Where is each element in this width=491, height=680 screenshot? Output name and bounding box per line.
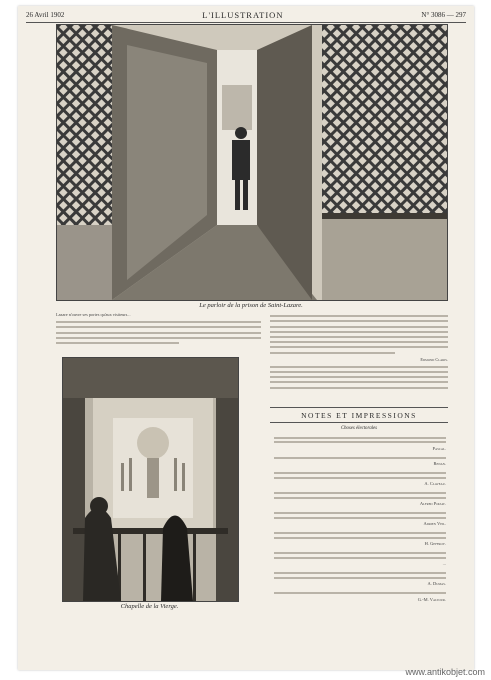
section-rule-top: [270, 407, 448, 408]
note-item: A. Dumas.: [274, 572, 446, 586]
section-title: NOTES ET IMPRESSIONS: [301, 411, 417, 420]
note-item: Renan.: [274, 457, 446, 467]
note-item: Pascal.: [274, 437, 446, 451]
article-right-column: [270, 312, 448, 404]
header-date: 26 Avril 1902: [26, 11, 65, 19]
newspaper-page: [18, 6, 474, 670]
header-page-number: N° 3086 — 297: [421, 11, 466, 19]
note-item: ...: [274, 552, 446, 566]
note-item: G.-M. Valtour.: [274, 592, 446, 602]
engraving-chapelle: [63, 358, 238, 601]
notes-list: [274, 434, 446, 608]
section-rule-bottom: [270, 422, 448, 423]
header-rule: [26, 22, 466, 23]
article-left-lead: Lazare n'ouvre ses portes qu'aux visiteurs...: [56, 312, 131, 317]
article-signature: Edmond Claris.: [420, 356, 448, 362]
watermark-text: www.antikobjet.com: [405, 667, 485, 677]
note-item: H. Geffroy.: [274, 532, 446, 546]
illustration-chapelle: [62, 357, 239, 602]
engraving-parloir: [57, 25, 447, 300]
note-item: Alfred Poizat.: [274, 492, 446, 506]
caption-parloir: Le parloir de la prison de Saint-Lazare.: [199, 302, 303, 309]
article-left-column: [56, 312, 261, 356]
section-subtitle: Choses électorales: [340, 426, 378, 431]
note-item: A. Claveau.: [274, 472, 446, 486]
caption-chapelle: Chapelle de la Vierge.: [120, 603, 179, 610]
header-title: L'ILLUSTRATION: [202, 10, 284, 20]
page-header: [26, 9, 466, 21]
illustration-parloir: [56, 24, 448, 301]
note-item: Adrien Veil.: [274, 512, 446, 526]
